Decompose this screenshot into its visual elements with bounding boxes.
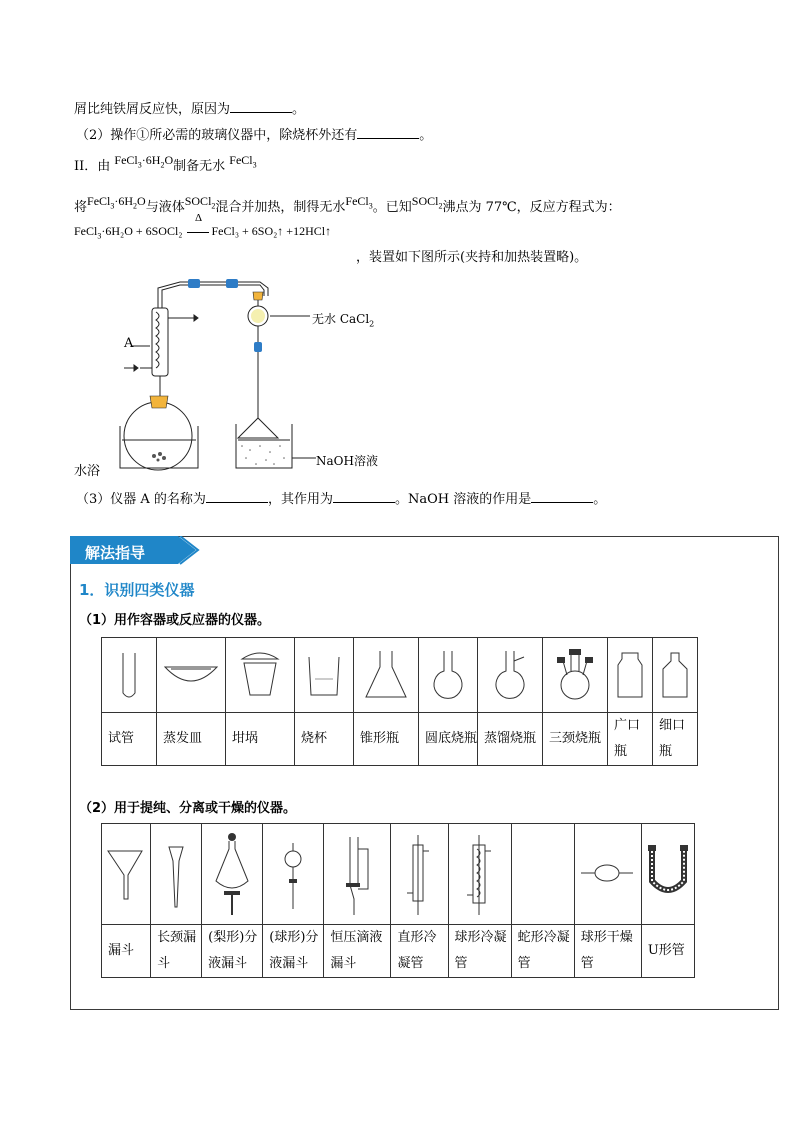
label-erlenmeyer: 锥形瓶	[354, 713, 419, 766]
equation-tail: ，装置如下图所示(夹持和加热装置略)。	[356, 250, 588, 265]
heading-identify-instruments: 1．识别四类仪器	[79, 581, 195, 599]
fecl3-formula: FeCl$_3$	[229, 153, 257, 170]
u-tube-icon	[641, 824, 694, 925]
wide-mouth-bottle-icon	[608, 638, 653, 713]
l4e: 沸点为 77℃，反应方程式为：	[442, 200, 621, 215]
erlenmeyer-flask-icon	[354, 638, 419, 713]
l6d: 。	[593, 492, 607, 507]
socl2-formula-2: SOCl$_2$	[411, 194, 443, 211]
line1-text: 屑比纯铁屑反应快，原因为	[74, 102, 231, 117]
subheading-separation: （2）用于提纯、分离或干燥的仪器。	[79, 801, 297, 816]
line2-end: 。	[419, 128, 433, 143]
reaction-equation: FeCl$_3$·6H₂O + 6SOCl₂ Δ FeCl₃ + 6SO₂↑ +12HCl↑	[74, 212, 332, 241]
table1-label-row	[102, 713, 698, 766]
table2-image-row	[102, 824, 695, 925]
label-water-bath: 水浴	[74, 464, 101, 479]
label-instrument-a: A	[124, 336, 134, 351]
l4a: 将	[74, 200, 88, 215]
l4b: 与液体	[145, 200, 185, 215]
l6c: 。NaOH 溶液的作用是	[394, 492, 532, 507]
label-round-flask: 圆底烧瓶	[419, 713, 478, 766]
answer-blank-5[interactable]	[531, 490, 593, 503]
separation-instruments-table	[101, 823, 695, 978]
label-evaporating-dish: 蒸发皿	[157, 713, 226, 766]
question-line-6	[76, 488, 606, 507]
heat-symbol: Δ	[194, 212, 203, 224]
apparatus-diagram	[70, 268, 370, 480]
answer-blank-3[interactable]	[206, 490, 268, 503]
label-ball-condenser: 球形冷凝管	[448, 925, 511, 978]
label-wide-bottle: 广口瓶	[608, 713, 653, 766]
subheading-containers: （1）用作容器或反应器的仪器。	[79, 613, 271, 628]
three-neck-flask-icon	[543, 638, 608, 713]
question-line-2	[76, 124, 432, 143]
part2-prefix: II．由	[74, 159, 111, 174]
label-distilling-flask: 蒸馏烧瓶	[478, 713, 543, 766]
crucible-icon	[226, 638, 295, 713]
answer-blank-4[interactable]	[333, 490, 395, 503]
table1-image-row	[102, 638, 698, 713]
fecl3-formula-2: FeCl$_3$	[345, 194, 373, 211]
fecl3-hydrate-formula: $FeCl_3\cdot 6H_2O$	[114, 153, 174, 170]
evaporating-dish-icon	[157, 638, 226, 713]
label-straight-condenser: 直形冷凝管	[391, 925, 448, 978]
label-funnel: 漏斗	[102, 925, 151, 978]
label-three-neck-flask: 三颈烧瓶	[543, 713, 608, 766]
label-narrow-bottle: 细口瓶	[653, 713, 698, 766]
l6a: （3）仪器 A 的名称为	[76, 492, 206, 507]
ball-drying-tube-icon	[574, 824, 641, 925]
label-test-tube: 试管	[102, 713, 157, 766]
label-u-tube: U形管	[641, 925, 694, 978]
socl2-formula: SOCl$_2$	[184, 194, 216, 211]
solution-guide-box	[70, 536, 779, 1010]
label-beaker: 烧杯	[295, 713, 354, 766]
distilling-flask-icon	[478, 638, 543, 713]
part2-mid: 制备无水	[173, 159, 226, 174]
l4c: 混合并加热，制得无水	[215, 200, 346, 215]
table2-label-row	[102, 925, 695, 978]
line2-text: （2）操作①所必需的玻璃仪器中，除烧杯外还有	[76, 128, 358, 143]
long-neck-funnel-icon	[151, 824, 202, 925]
funnel-icon	[102, 824, 151, 925]
label-long-neck-funnel: 长颈漏斗	[151, 925, 202, 978]
ball-condenser-icon	[448, 824, 511, 925]
guide-banner-title: 解法指导	[85, 544, 146, 562]
constant-pressure-funnel-icon	[324, 824, 391, 925]
label-crucible: 坩埚	[226, 713, 295, 766]
label-ball-separatory-funnel: (球形)分液漏斗	[263, 925, 324, 978]
label-naoh: NaOH溶液	[316, 454, 378, 468]
answer-blank-1[interactable]	[230, 100, 292, 113]
label-drying-tube: 球形干燥管	[574, 925, 641, 978]
label-pear-separatory-funnel: (梨形)分液漏斗	[202, 925, 263, 978]
ball-separatory-funnel-icon	[263, 824, 324, 925]
straight-condenser-icon	[391, 824, 448, 925]
question-line-4	[74, 196, 621, 216]
label-constant-pressure-funnel: 恒压滴液漏斗	[324, 925, 391, 978]
part2-heading	[74, 155, 257, 175]
test-tube-icon	[102, 638, 157, 713]
narrow-mouth-bottle-icon	[653, 638, 698, 713]
beaker-icon	[295, 638, 354, 713]
question-line-1	[74, 98, 305, 117]
label-coil-condenser: 蛇形冷凝管	[511, 925, 574, 978]
pear-separatory-funnel-icon	[202, 824, 263, 925]
coil-condenser-icon	[511, 824, 574, 925]
l6b: ，其作用为	[267, 492, 333, 507]
round-bottom-flask-icon	[419, 638, 478, 713]
label-cacl2: 无水 CaCl$_2$	[312, 312, 375, 329]
l4d: 。已知	[372, 200, 412, 215]
line1-end: 。	[292, 102, 306, 117]
fecl3-hydrate-formula-2: $FeCl_3\cdot 6H_2O$	[87, 194, 146, 211]
container-instruments-table	[101, 637, 698, 766]
answer-blank-2[interactable]	[357, 126, 419, 139]
